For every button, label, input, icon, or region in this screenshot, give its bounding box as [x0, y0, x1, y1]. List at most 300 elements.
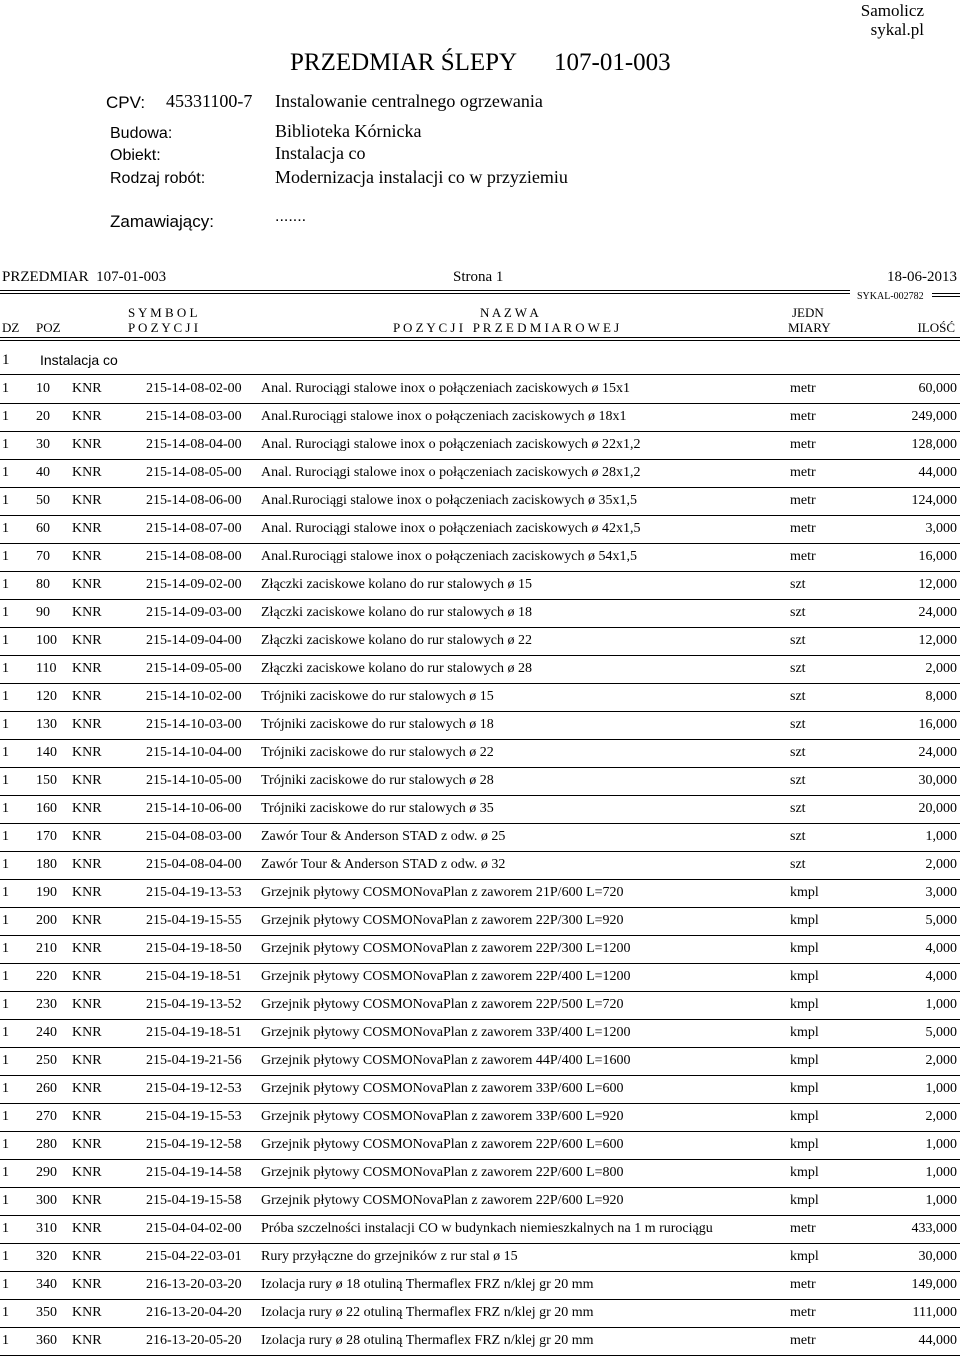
cell-knr: KNR — [72, 1277, 102, 1292]
cell-nazwa: Zawór Tour & Anderson STAD z odw. ø 32 — [261, 857, 506, 872]
table-row — [0, 628, 960, 656]
brand-line-1: Samolicz — [860, 1, 924, 20]
table-row — [0, 1048, 960, 1076]
cell-dz: 1 — [2, 1305, 9, 1320]
table-row — [0, 1188, 960, 1216]
cell-dz: 1 — [2, 1081, 9, 1096]
cell-knr: KNR — [72, 913, 102, 928]
cell-jedn: szt — [790, 577, 806, 592]
cell-symbol: 215-14-10-04-00 — [146, 745, 242, 760]
cell-knr: KNR — [72, 997, 102, 1012]
cell-poz: 300 — [36, 1193, 57, 1208]
cell-ilosc: 16,000 — [918, 717, 957, 732]
cell-poz: 190 — [36, 885, 57, 900]
table-row — [0, 908, 960, 936]
cell-jedn: kmpl — [790, 1249, 819, 1264]
cell-knr: KNR — [72, 1081, 102, 1096]
cell-poz: 350 — [36, 1305, 57, 1320]
cell-ilosc: 2,000 — [925, 661, 957, 676]
cell-symbol: 215-14-08-05-00 — [146, 465, 242, 480]
cell-dz: 1 — [2, 633, 9, 648]
table-row — [0, 768, 960, 796]
cell-jedn: szt — [790, 857, 806, 872]
cell-knr: KNR — [72, 1109, 102, 1124]
cell-symbol: 215-14-08-03-00 — [146, 409, 242, 424]
cell-ilosc: 111,000 — [912, 1305, 957, 1320]
col-dz: DZ — [2, 320, 20, 335]
cell-nazwa: Trójniki zaciskowe do rur stalowych ø 35 — [261, 801, 494, 816]
col-symbol-top: S Y M B O L — [128, 305, 198, 320]
cell-symbol: 215-04-08-04-00 — [146, 857, 242, 872]
table-row — [0, 1132, 960, 1160]
cell-poz: 270 — [36, 1109, 57, 1124]
cell-nazwa: Złączki zaciskowe kolano do rur stalowych ø 18 — [261, 605, 532, 620]
col-poz: POZ — [36, 320, 61, 335]
table-row — [0, 1160, 960, 1188]
cell-knr: KNR — [72, 493, 102, 508]
cell-poz: 70 — [36, 549, 50, 564]
cell-knr: KNR — [72, 857, 102, 872]
cell-ilosc: 12,000 — [918, 577, 957, 592]
cell-jedn: kmpl — [790, 1081, 819, 1096]
section-name: Instalacja co — [40, 352, 118, 368]
cell-knr: KNR — [72, 1221, 102, 1236]
cell-poz: 230 — [36, 997, 57, 1012]
cell-symbol: 215-04-19-15-55 — [146, 913, 242, 928]
cell-poz: 210 — [36, 941, 57, 956]
cell-knr: KNR — [72, 1305, 102, 1320]
cell-symbol: 215-14-09-04-00 — [146, 633, 242, 648]
zamawiajacy-label: Zamawiający: — [110, 212, 214, 231]
cell-dz: 1 — [2, 997, 9, 1012]
cell-knr: KNR — [72, 941, 102, 956]
cell-symbol: 215-14-08-08-00 — [146, 549, 242, 564]
cell-dz: 1 — [2, 913, 9, 928]
cell-ilosc: 5,000 — [925, 1025, 957, 1040]
cell-jedn: metr — [790, 521, 816, 536]
page-number: Strona 1 — [453, 269, 504, 285]
document-number: 107-01-003 — [554, 49, 671, 76]
cell-jedn: szt — [790, 829, 806, 844]
cell-jedn: szt — [790, 773, 806, 788]
cell-poz: 180 — [36, 857, 57, 872]
cell-symbol: 215-14-08-02-00 — [146, 381, 242, 396]
cell-nazwa: Anal. Rurociągi stalowe inox o połączeniach zaciskowych ø 15x1 — [261, 381, 630, 396]
cell-jedn: metr — [790, 437, 816, 452]
header-double-rule-short — [932, 293, 960, 297]
cell-nazwa: Izolacja rury ø 28 otuliną Thermaflex FRZ n/klej gr 20 mm — [261, 1333, 594, 1348]
cell-ilosc: 44,000 — [918, 1333, 957, 1348]
cell-dz: 1 — [2, 941, 9, 956]
cell-nazwa: Izolacja rury ø 22 otuliną Thermaflex FRZ n/klej gr 20 mm — [261, 1305, 594, 1320]
table-row — [0, 852, 960, 880]
cell-jedn: metr — [790, 1305, 816, 1320]
obiekt-label: Obiekt: — [110, 147, 161, 164]
cell-poz: 20 — [36, 409, 50, 424]
cell-poz: 360 — [36, 1333, 57, 1348]
cell-jedn: kmpl — [790, 885, 819, 900]
table-row — [0, 1272, 960, 1300]
cell-poz: 290 — [36, 1165, 57, 1180]
cell-jedn: metr — [790, 1333, 816, 1348]
cell-symbol: 215-14-08-04-00 — [146, 437, 242, 452]
cell-nazwa: Anal.Rurociągi stalowe inox o połączeniach zaciskowych ø 54x1,5 — [261, 549, 637, 564]
cell-poz: 160 — [36, 801, 57, 816]
cell-nazwa: Anal. Rurociągi stalowe inox o połączeniach zaciskowych ø 28x1,2 — [261, 465, 641, 480]
cell-poz: 310 — [36, 1221, 57, 1236]
cell-dz: 1 — [2, 381, 9, 396]
cell-jedn: szt — [790, 801, 806, 816]
col-ilosc: ILOŚĆ — [917, 320, 955, 335]
cell-jedn: metr — [790, 549, 816, 564]
cell-symbol: 216-13-20-05-20 — [146, 1333, 242, 1348]
table-row — [0, 404, 960, 432]
cell-symbol: 215-04-19-12-53 — [146, 1081, 242, 1096]
cell-symbol: 215-14-09-03-00 — [146, 605, 242, 620]
cell-jedn: kmpl — [790, 1165, 819, 1180]
cell-symbol: 215-14-09-05-00 — [146, 661, 242, 676]
cell-jedn: szt — [790, 689, 806, 704]
cell-nazwa: Grzejnik płytowy COSMONovaPlan z zaworem 21P/600 L=720 — [261, 885, 624, 900]
cell-dz: 1 — [2, 773, 9, 788]
cell-dz: 1 — [2, 717, 9, 732]
cell-nazwa: Trójniki zaciskowe do rur stalowych ø 15 — [261, 689, 494, 704]
section-number: 1 — [2, 352, 10, 368]
cell-dz: 1 — [2, 1165, 9, 1180]
brand-line-2: sykal.pl — [870, 20, 924, 39]
table-row — [0, 376, 960, 404]
cell-poz: 200 — [36, 913, 57, 928]
cell-knr: KNR — [72, 829, 102, 844]
table-row — [0, 1076, 960, 1104]
cell-knr: KNR — [72, 465, 102, 480]
cell-nazwa: Złączki zaciskowe kolano do rur stalowych ø 22 — [261, 633, 532, 648]
cell-dz: 1 — [2, 437, 9, 452]
cell-dz: 1 — [2, 577, 9, 592]
cell-ilosc: 24,000 — [918, 745, 957, 760]
cell-poz: 240 — [36, 1025, 57, 1040]
cell-poz: 320 — [36, 1249, 57, 1264]
cell-nazwa: Grzejnik płytowy COSMONovaPlan z zaworem 22P/500 L=720 — [261, 997, 624, 1012]
cell-ilosc: 1,000 — [925, 1081, 957, 1096]
cell-nazwa: Trójniki zaciskowe do rur stalowych ø 28 — [261, 773, 494, 788]
table-row — [0, 488, 960, 516]
cell-knr: KNR — [72, 1333, 102, 1348]
cell-symbol: 216-13-20-03-20 — [146, 1277, 242, 1292]
cell-nazwa: Trójniki zaciskowe do rur stalowych ø 22 — [261, 745, 494, 760]
table-row — [0, 992, 960, 1020]
table-row — [0, 460, 960, 488]
cell-jedn: kmpl — [790, 997, 819, 1012]
cell-poz: 90 — [36, 605, 50, 620]
cell-jedn: metr — [790, 1277, 816, 1292]
cell-jedn: kmpl — [790, 941, 819, 956]
cell-jedn: metr — [790, 409, 816, 424]
cell-nazwa: Grzejnik płytowy COSMONovaPlan z zaworem 33P/400 L=1200 — [261, 1025, 631, 1040]
cell-dz: 1 — [2, 409, 9, 424]
cell-poz: 260 — [36, 1081, 57, 1096]
cell-poz: 30 — [36, 437, 50, 452]
cell-ilosc: 30,000 — [918, 773, 957, 788]
cell-knr: KNR — [72, 1193, 102, 1208]
cell-nazwa: Grzejnik płytowy COSMONovaPlan z zaworem 33P/600 L=600 — [261, 1081, 624, 1096]
cell-knr: KNR — [72, 1053, 102, 1068]
cell-dz: 1 — [2, 465, 9, 480]
cell-knr: KNR — [72, 633, 102, 648]
cell-nazwa: Anal. Rurociągi stalowe inox o połączeniach zaciskowych ø 22x1,2 — [261, 437, 641, 452]
table-row — [0, 712, 960, 740]
cell-symbol: 215-14-10-02-00 — [146, 689, 242, 704]
cell-knr: KNR — [72, 661, 102, 676]
table-row — [0, 684, 960, 712]
cell-knr: KNR — [72, 689, 102, 704]
cell-symbol: 215-04-19-12-58 — [146, 1137, 242, 1152]
cell-ilosc: 2,000 — [925, 857, 957, 872]
cell-dz: 1 — [2, 1109, 9, 1124]
cell-knr: KNR — [72, 577, 102, 592]
table-row — [0, 880, 960, 908]
cell-knr: KNR — [72, 1137, 102, 1152]
cell-nazwa: Izolacja rury ø 18 otuliną Thermaflex FRZ n/klej gr 20 mm — [261, 1277, 594, 1292]
cell-knr: KNR — [72, 521, 102, 536]
table-row — [0, 1244, 960, 1272]
col-nazwa-bottom: P O Z Y C J I P R Z E D M I A R O W E J — [393, 320, 620, 335]
cell-ilosc: 1,000 — [925, 1193, 957, 1208]
cell-jedn: kmpl — [790, 913, 819, 928]
cell-ilosc: 128,000 — [911, 437, 957, 452]
cell-dz: 1 — [2, 1025, 9, 1040]
cell-dz: 1 — [2, 969, 9, 984]
cell-nazwa: Trójniki zaciskowe do rur stalowych ø 18 — [261, 717, 494, 732]
cell-symbol: 215-14-09-02-00 — [146, 577, 242, 592]
cell-knr: KNR — [72, 549, 102, 564]
cell-nazwa: Grzejnik płytowy COSMONovaPlan z zaworem 22P/300 L=920 — [261, 913, 624, 928]
cell-jedn: metr — [790, 493, 816, 508]
cpv-label: CPV: — [106, 93, 146, 112]
cell-nazwa: Próba szczelności instalacji CO w budynkach niemieszkalnych na 1 m rurociągu — [261, 1221, 713, 1236]
cell-nazwa: Zawór Tour & Anderson STAD z odw. ø 25 — [261, 829, 506, 844]
cell-poz: 60 — [36, 521, 50, 536]
cell-nazwa: Grzejnik płytowy COSMONovaPlan z zaworem 44P/400 L=1600 — [261, 1053, 631, 1068]
cell-dz: 1 — [2, 689, 9, 704]
cell-symbol: 215-04-19-21-56 — [146, 1053, 242, 1068]
cell-dz: 1 — [2, 1053, 9, 1068]
header-double-rule — [0, 290, 850, 294]
cell-jedn: metr — [790, 381, 816, 396]
columns-double-rule — [0, 337, 960, 341]
cell-symbol: 215-04-19-14-58 — [146, 1165, 242, 1180]
cell-ilosc: 1,000 — [925, 1137, 957, 1152]
cell-nazwa: Grzejnik płytowy COSMONovaPlan z zaworem 22P/600 L=600 — [261, 1137, 624, 1152]
cell-ilosc: 8,000 — [925, 689, 957, 704]
cell-ilosc: 4,000 — [925, 941, 957, 956]
cell-ilosc: 2,000 — [925, 1109, 957, 1124]
rodzaj-label: Rodzaj robót: — [110, 170, 206, 187]
cell-jedn: kmpl — [790, 1053, 819, 1068]
cell-poz: 280 — [36, 1137, 57, 1152]
table-row — [0, 1328, 960, 1356]
cell-knr: KNR — [72, 409, 102, 424]
cell-dz: 1 — [2, 1193, 9, 1208]
cell-nazwa: Grzejnik płytowy COSMONovaPlan z zaworem 22P/600 L=920 — [261, 1193, 624, 1208]
cell-nazwa: Złączki zaciskowe kolano do rur stalowych ø 28 — [261, 661, 532, 676]
cell-dz: 1 — [2, 661, 9, 676]
cell-knr: KNR — [72, 605, 102, 620]
cell-dz: 1 — [2, 521, 9, 536]
cell-symbol: 215-04-19-18-51 — [146, 969, 242, 984]
cell-jedn: kmpl — [790, 969, 819, 984]
cell-dz: 1 — [2, 605, 9, 620]
col-jedn-top: JEDN — [792, 305, 824, 320]
cell-knr: KNR — [72, 885, 102, 900]
cell-symbol: 215-04-19-15-58 — [146, 1193, 242, 1208]
cell-nazwa: Grzejnik płytowy COSMONovaPlan z zaworem 33P/600 L=920 — [261, 1109, 624, 1124]
table-row — [0, 1104, 960, 1132]
document-title: PRZEDMIAR ŚLEPY — [290, 49, 518, 76]
cell-symbol: 215-04-08-03-00 — [146, 829, 242, 844]
cell-poz: 100 — [36, 633, 57, 648]
cell-symbol: 215-04-19-18-51 — [146, 1025, 242, 1040]
cell-jedn: szt — [790, 605, 806, 620]
cell-poz: 130 — [36, 717, 57, 732]
cell-ilosc: 60,000 — [918, 381, 957, 396]
cell-jedn: metr — [790, 465, 816, 480]
cell-nazwa: Anal.Rurociągi stalowe inox o połączeniach zaciskowych ø 35x1,5 — [261, 493, 637, 508]
cell-jedn: kmpl — [790, 1137, 819, 1152]
cell-symbol: 215-14-10-06-00 — [146, 801, 242, 816]
document-code: SYKAL-002782 — [857, 291, 924, 302]
cell-dz: 1 — [2, 1221, 9, 1236]
cell-dz: 1 — [2, 829, 9, 844]
table-row — [0, 656, 960, 684]
cell-ilosc: 20,000 — [918, 801, 957, 816]
cell-dz: 1 — [2, 549, 9, 564]
cell-dz: 1 — [2, 493, 9, 508]
cell-ilosc: 30,000 — [918, 1249, 957, 1264]
cell-knr: KNR — [72, 773, 102, 788]
zamawiajacy-value: ....... — [275, 208, 307, 225]
cell-nazwa: Grzejnik płytowy COSMONovaPlan z zaworem 22P/600 L=800 — [261, 1165, 624, 1180]
cell-poz: 250 — [36, 1053, 57, 1068]
cell-ilosc: 1,000 — [925, 829, 957, 844]
cell-jedn: kmpl — [790, 1109, 819, 1124]
rodzaj-value: Modernizacja instalacji co w przyziemiu — [275, 167, 568, 187]
table-row — [0, 572, 960, 600]
cell-poz: 340 — [36, 1277, 57, 1292]
cell-symbol: 216-13-20-04-20 — [146, 1305, 242, 1320]
cell-ilosc: 3,000 — [925, 521, 957, 536]
cell-symbol: 215-14-10-03-00 — [146, 717, 242, 732]
cell-symbol: 215-14-10-05-00 — [146, 773, 242, 788]
table-row — [0, 1216, 960, 1244]
cpv-description: Instalowanie centralnego ogrzewania — [275, 91, 543, 111]
cell-knr: KNR — [72, 717, 102, 732]
cell-nazwa: Grzejnik płytowy COSMONovaPlan z zaworem 22P/300 L=1200 — [261, 941, 631, 956]
cell-symbol: 215-14-08-07-00 — [146, 521, 242, 536]
cell-knr: KNR — [72, 381, 102, 396]
cpv-code: 45331100-7 — [166, 91, 253, 111]
cell-knr: KNR — [72, 1249, 102, 1264]
cell-dz: 1 — [2, 1249, 9, 1264]
cell-ilosc: 16,000 — [918, 549, 957, 564]
cell-ilosc: 433,000 — [911, 1221, 957, 1236]
cell-ilosc: 3,000 — [925, 885, 957, 900]
page-date: 18-06-2013 — [887, 269, 957, 285]
cell-ilosc: 2,000 — [925, 1053, 957, 1068]
cell-jedn: kmpl — [790, 1025, 819, 1040]
cell-nazwa: Anal. Rurociągi stalowe inox o połączeniach zaciskowych ø 42x1,5 — [261, 521, 641, 536]
table-row — [0, 936, 960, 964]
table-row — [0, 796, 960, 824]
cell-nazwa: Anal.Rurociągi stalowe inox o połączeniach zaciskowych ø 18x1 — [261, 409, 627, 424]
cell-jedn: szt — [790, 661, 806, 676]
cell-symbol: 215-04-19-13-53 — [146, 885, 242, 900]
cell-knr: KNR — [72, 1165, 102, 1180]
table-row — [0, 600, 960, 628]
cell-jedn: szt — [790, 633, 806, 648]
cell-poz: 80 — [36, 577, 50, 592]
col-nazwa-top: N A Z W A — [480, 305, 539, 320]
cell-nazwa: Rury przyłączne do grzejników z rur stal ø 15 — [261, 1249, 518, 1264]
cell-dz: 1 — [2, 885, 9, 900]
cell-jedn: kmpl — [790, 1193, 819, 1208]
budowa-label: Budowa: — [110, 125, 173, 142]
table-row — [0, 964, 960, 992]
row-rule — [0, 1355, 960, 1356]
table-row — [0, 516, 960, 544]
cell-symbol: 215-04-04-02-00 — [146, 1221, 242, 1236]
cell-ilosc: 24,000 — [918, 605, 957, 620]
table-row — [0, 824, 960, 852]
cell-nazwa: Złączki zaciskowe kolano do rur stalowych ø 15 — [261, 577, 532, 592]
table-row — [0, 740, 960, 768]
cell-poz: 110 — [36, 661, 57, 676]
cell-ilosc: 124,000 — [911, 493, 957, 508]
cell-ilosc: 4,000 — [925, 969, 957, 984]
cell-poz: 40 — [36, 465, 50, 480]
cell-knr: KNR — [72, 745, 102, 760]
cell-ilosc: 1,000 — [925, 997, 957, 1012]
cell-dz: 1 — [2, 1277, 9, 1292]
table-row — [0, 1020, 960, 1048]
cell-poz: 120 — [36, 689, 57, 704]
section-rule — [0, 374, 960, 375]
page-header-left: PRZEDMIAR 107-01-003 — [2, 269, 167, 285]
cell-poz: 170 — [36, 829, 57, 844]
col-jedn-bottom: MIARY — [788, 320, 831, 335]
cell-knr: KNR — [72, 437, 102, 452]
cell-knr: KNR — [72, 801, 102, 816]
cell-symbol: 215-04-19-13-52 — [146, 997, 242, 1012]
obiekt-value: Instalacja co — [275, 143, 366, 163]
cell-ilosc: 149,000 — [911, 1277, 957, 1292]
cell-poz: 50 — [36, 493, 50, 508]
cell-symbol: 215-04-19-15-53 — [146, 1109, 242, 1124]
cell-dz: 1 — [2, 1333, 9, 1348]
cell-symbol: 215-04-19-18-50 — [146, 941, 242, 956]
cell-ilosc: 12,000 — [918, 633, 957, 648]
cell-dz: 1 — [2, 745, 9, 760]
cell-poz: 140 — [36, 745, 57, 760]
cell-ilosc: 1,000 — [925, 1165, 957, 1180]
cell-jedn: szt — [790, 745, 806, 760]
cell-jedn: metr — [790, 1221, 816, 1236]
table-row — [0, 432, 960, 460]
cell-ilosc: 249,000 — [911, 409, 957, 424]
table-row — [0, 1300, 960, 1328]
cell-knr: KNR — [72, 1025, 102, 1040]
cell-poz: 150 — [36, 773, 57, 788]
